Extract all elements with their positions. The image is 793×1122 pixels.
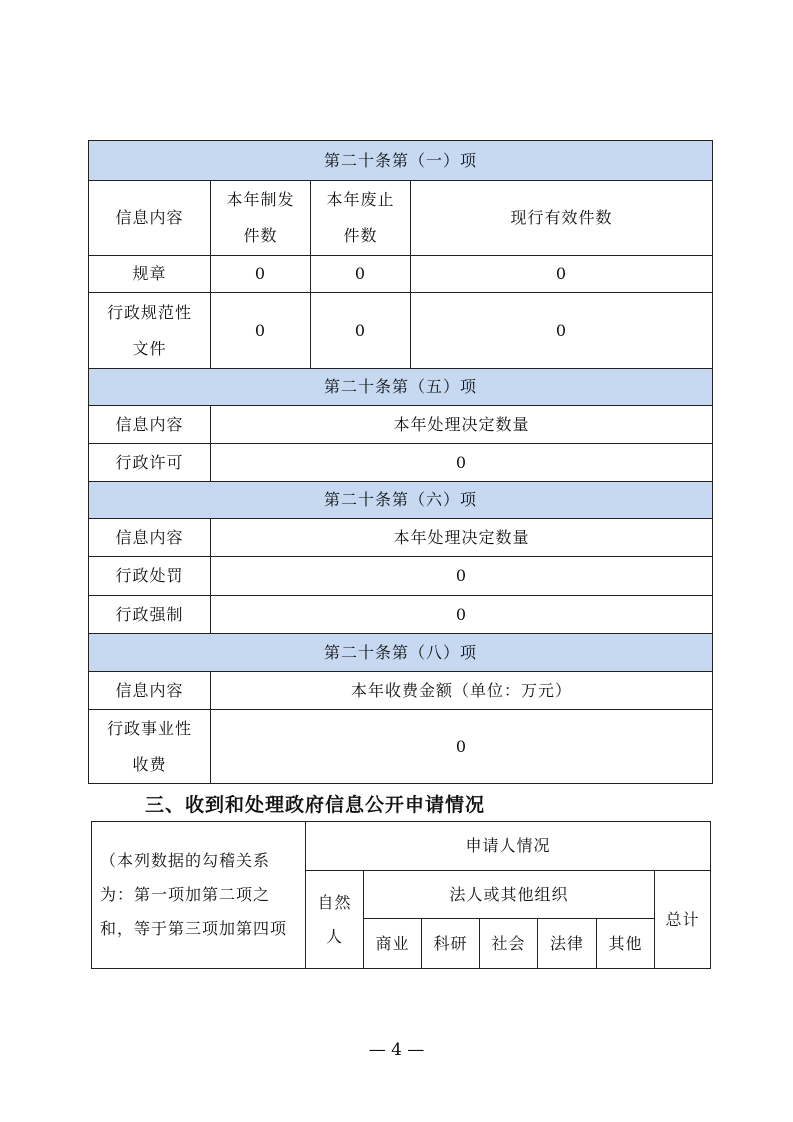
application-table xyxy=(91,821,711,969)
row-label: 行政处罚 xyxy=(89,557,211,596)
cell-line: 人 xyxy=(325,926,343,946)
row-label: 行政许可 xyxy=(89,444,211,482)
value-cell: 0 xyxy=(211,710,713,784)
value-cell: 0 xyxy=(211,293,311,369)
header-cell: 本年收费金额（单位：万元） xyxy=(211,672,713,710)
value-cell: 0 xyxy=(211,596,713,634)
row-label xyxy=(89,710,211,784)
section-header: 第二十条第（五）项 xyxy=(89,369,713,406)
cell-line: 收费 xyxy=(132,754,167,774)
cell-line: 行政事业性 xyxy=(106,718,192,738)
header-cell: 其他 xyxy=(597,919,655,969)
cell-line: 文件 xyxy=(132,338,167,358)
header-cell: 信息内容 xyxy=(89,181,211,256)
header-cell: 本年处理决定数量 xyxy=(211,519,713,557)
header-cell: 总计 xyxy=(655,871,711,969)
cell-line: 件数 xyxy=(343,226,378,245)
note-line: 为：第一项加第二项之 xyxy=(100,885,271,904)
header-cell: 商业 xyxy=(364,919,422,969)
cell-line: 件数 xyxy=(243,226,278,245)
header-cell: 现行有效件数 xyxy=(411,181,713,256)
header-cell: 法人或其他组织 xyxy=(364,871,655,919)
row-label: 信息内容 xyxy=(89,406,211,444)
value-cell: 0 xyxy=(311,293,411,369)
section-header: 第二十条第（一）项 xyxy=(89,141,713,181)
value-cell: 0 xyxy=(311,256,411,293)
note-line: （本列数据的勾稽关系 xyxy=(100,851,271,870)
header-cell: 科研 xyxy=(422,919,480,969)
value-cell: 0 xyxy=(411,293,713,369)
row-label xyxy=(89,293,211,369)
cell-line: 行政规范性 xyxy=(106,302,192,322)
header-cell: 本年处理决定数量 xyxy=(211,406,713,444)
cell-line: 本年制发 xyxy=(226,190,295,209)
note-line: 和，等于第三项加第四项 xyxy=(100,919,288,938)
value-cell: 0 xyxy=(211,557,713,596)
disclosure-table xyxy=(88,140,713,784)
header-cell xyxy=(211,181,311,256)
header-cell: 社会 xyxy=(480,919,538,969)
header-cell xyxy=(306,871,364,969)
cell-line: 本年废止 xyxy=(326,190,395,209)
page-number: — 4 — xyxy=(368,1040,425,1060)
section-header: 第二十条第（八）项 xyxy=(89,634,713,672)
row-label: 信息内容 xyxy=(89,672,211,710)
value-cell: 0 xyxy=(211,256,311,293)
header-cell: 法律 xyxy=(538,919,597,969)
header-cell xyxy=(311,181,411,256)
section-title: 三、收到和处理政府信息公开申请情况 xyxy=(145,794,486,816)
row-label: 信息内容 xyxy=(89,519,211,557)
value-cell: 0 xyxy=(411,256,713,293)
row-label: 行政强制 xyxy=(89,596,211,634)
row-label: 规章 xyxy=(89,256,211,293)
section-header: 第二十条第（六）项 xyxy=(89,482,713,519)
cell-line: 自然 xyxy=(317,892,352,912)
header-cell: 申请人情况 xyxy=(306,822,711,871)
value-cell: 0 xyxy=(211,444,713,482)
note-cell xyxy=(92,822,306,969)
